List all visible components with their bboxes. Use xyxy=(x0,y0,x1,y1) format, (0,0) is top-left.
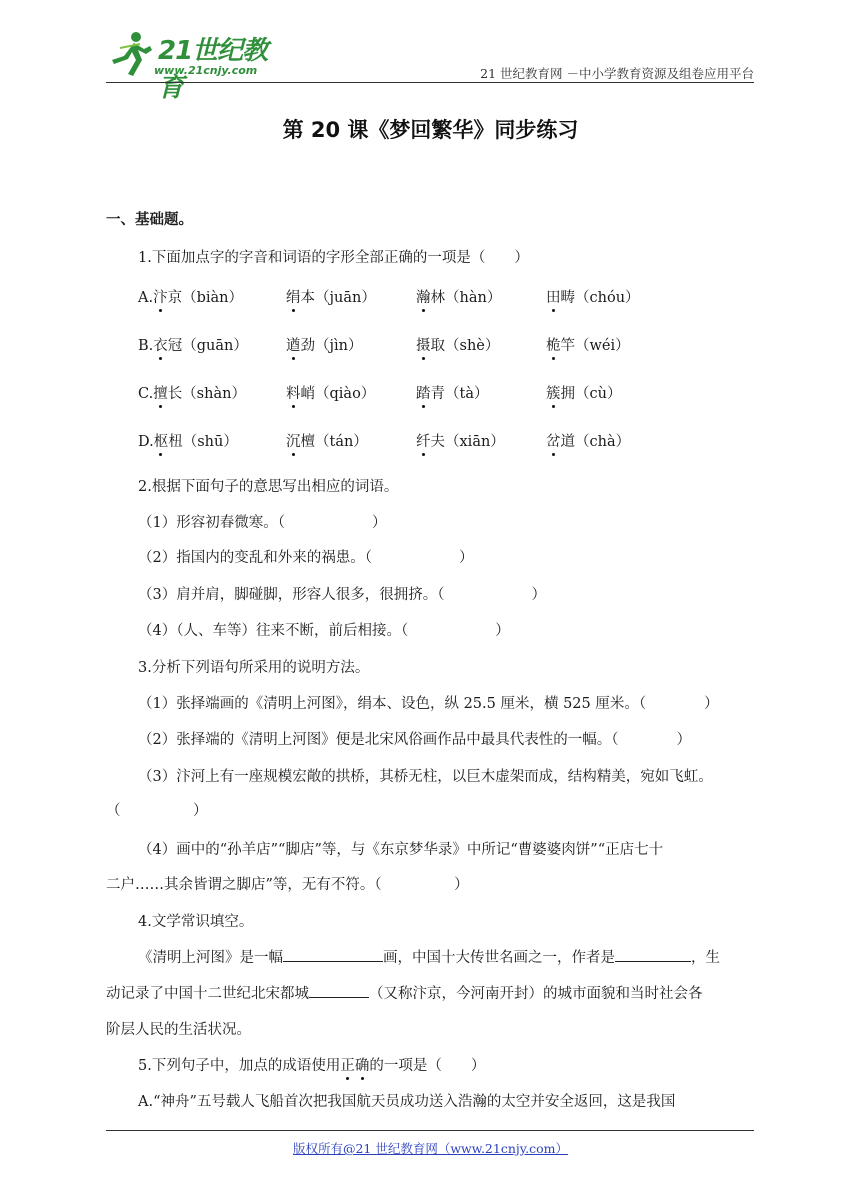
dotted-char: 料 xyxy=(286,382,301,403)
question-3-item: （4）画中的“孙羊店”“脚店”等，与《东京梦华录》中所记“曹婆婆肉饼”“正店七十 xyxy=(138,842,664,858)
fill-blank[interactable] xyxy=(309,983,369,998)
option-a-word: 绢本（juān） xyxy=(286,286,376,307)
question-4-stem: 4.文学常识填空。 xyxy=(138,914,254,930)
option-b-word: 摄取（shè） xyxy=(416,334,499,355)
dotted-char: 确 xyxy=(355,1054,370,1075)
question-3-item: （ ） xyxy=(106,803,208,819)
option-label: A. xyxy=(138,290,154,306)
question-3-item: （2）张择端的《清明上河图》便是北宋风俗画作品中最具代表性的一幅。（ ） xyxy=(138,732,691,748)
dotted-char: 纤 xyxy=(416,430,431,451)
question-3-item: 二户……其余皆谓之脚店”等，无有不符。（ ） xyxy=(106,877,469,893)
question-2-item: （3）肩并肩，脚碰脚，形容人很多，很拥挤。（ ） xyxy=(138,587,546,603)
dotted-char: 枢 xyxy=(154,430,169,451)
option-a-word: A.汴京（biàn） xyxy=(138,286,243,307)
question-4-line-3: 阶层人民的生活状况。 xyxy=(106,1022,251,1038)
option-b-word: 桅竿（wéi） xyxy=(546,334,630,355)
page-title: 第 20 课《梦回繁华》同步练习 xyxy=(282,118,579,142)
question-4-line-2: 动记录了中国十二世纪北宋都城 （又称汴京，今河南开封）的城市面貌和当时社会各 xyxy=(106,982,703,1003)
fill-blank[interactable] xyxy=(615,947,691,962)
question-2-item: （2）指国内的变乱和外来的祸患。（ ） xyxy=(138,550,474,566)
footer-divider xyxy=(106,1130,754,1131)
dotted-char: 岔 xyxy=(546,430,561,451)
site-logo xyxy=(106,28,286,103)
option-d-word: 岔道（chà） xyxy=(546,430,630,451)
option-b-word: B.衣冠（guān） xyxy=(138,334,248,355)
question-2-stem: 2.根据下面句子的意思写出相应的词语。 xyxy=(138,479,399,495)
option-a-word: 瀚林（hàn） xyxy=(416,286,501,307)
question-2-item: （1）形容初春微寒。（ ） xyxy=(138,515,387,531)
question-5-stem: 5.下列句子中，加点的成语使用正确的一项是（ ） xyxy=(138,1054,485,1075)
option-c-word: 簇拥（cù） xyxy=(546,382,621,403)
option-d-word: 纤夫（xiān） xyxy=(416,430,505,451)
question-4-line-1: 《清明上河图》是一幅 画，中国十大传世名画之一，作者是 ，生 xyxy=(138,946,720,967)
page-footer xyxy=(0,1139,861,1157)
dotted-char: 瀚 xyxy=(416,286,431,307)
question-1-stem: 1.下面加点字的字音和词语的字形全部正确的一项是（ ） xyxy=(138,250,529,266)
fill-blank[interactable] xyxy=(283,947,383,962)
dotted-char: 衣 xyxy=(153,334,168,355)
logo-url: www.21cnjy.com xyxy=(154,64,258,77)
runner-logo-icon xyxy=(106,30,158,78)
question-3-item: （3）汴河上有一座规模宏敞的拱桥，其桥无柱，以巨木虚架而成，结构精美，宛如飞虹。 xyxy=(138,769,713,785)
page-header xyxy=(106,28,754,103)
dotted-char: 踏 xyxy=(416,382,431,403)
option-label: C. xyxy=(138,386,154,402)
dotted-char: 正 xyxy=(340,1054,355,1075)
dotted-char: 簇 xyxy=(546,382,561,403)
question-3-item: （1）张择端画的《清明上河图》，绢本、设色，纵 25.5 厘米，横 525 厘米。（ ） xyxy=(138,696,719,712)
option-c-word: 踏青（tà） xyxy=(416,382,488,403)
option-label: D. xyxy=(138,434,154,450)
question-3-stem: 3.分析下列语句所采用的说明方法。 xyxy=(138,660,370,676)
dotted-char: 沉 xyxy=(286,430,301,451)
dotted-char: 摄 xyxy=(416,334,431,355)
section-heading: 一、基础题。 xyxy=(106,212,193,228)
dotted-char: 田 xyxy=(546,286,561,307)
option-c-word: C.擅长（shàn） xyxy=(138,382,246,403)
question-5-option-a: A.“神舟”五号载人飞船首次把我国航天员成功送入浩瀚的太空并安全返回，这是我国 xyxy=(138,1094,676,1110)
logo-text: 21世纪教育 xyxy=(158,36,268,103)
copyright-link[interactable]: 版权所有@21 世纪教育网（www.21cnjy.com） xyxy=(292,1141,569,1156)
option-d-word: D.枢杻（shū） xyxy=(138,430,238,451)
dotted-char: 桅 xyxy=(546,334,561,355)
option-a-word: 田畴（chóu） xyxy=(546,286,640,307)
dotted-char: 擅 xyxy=(153,382,168,403)
option-d-word: 沉檀（tán） xyxy=(286,430,368,451)
question-2-item: （4）（人、车等）往来不断，前后相接。（ ） xyxy=(138,623,510,639)
dotted-char: 遒 xyxy=(286,334,301,355)
option-b-word: 遒劲（jìn） xyxy=(286,334,362,355)
header-site-name: 21 世纪教育网 －中小学教育资源及组卷应用平台 xyxy=(480,66,754,81)
option-c-word: 料峭（qiào） xyxy=(286,382,375,403)
option-label: B. xyxy=(138,338,154,354)
dotted-char: 汴 xyxy=(153,286,168,307)
header-divider xyxy=(106,82,754,83)
dotted-char: 绢 xyxy=(286,286,301,307)
